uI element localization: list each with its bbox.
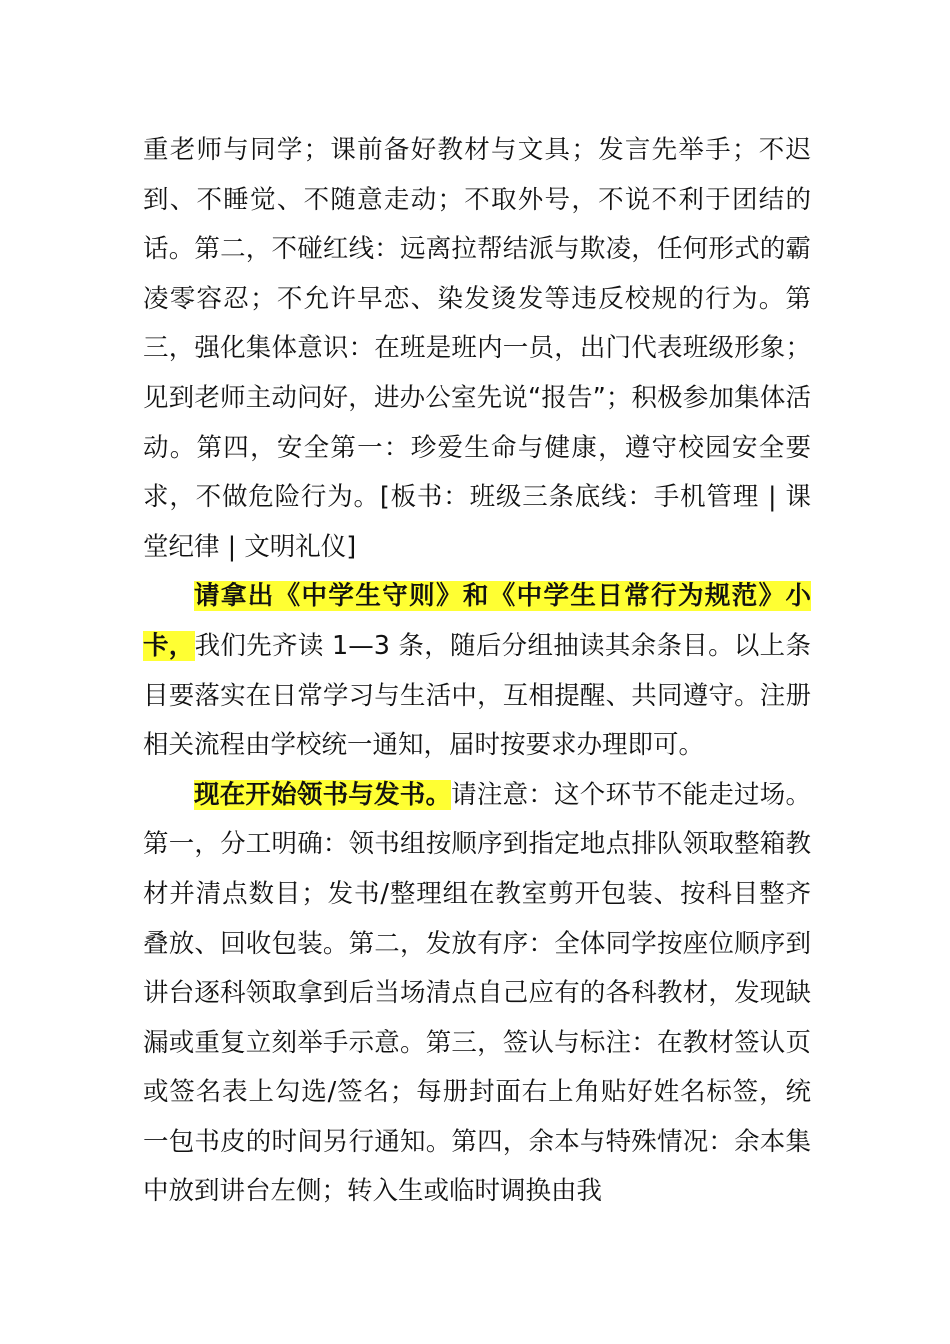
paragraph-1 [143, 126, 811, 572]
paragraph-1-text: 重老师与同学；课前备好教材与文具；发言先举手；不迟到、不睡觉、不随意走动；不取外号，不说不利于团结的话。第二，不碰红线：远离拉帮结派与欺凌，任何形式的霸凌零容忍；不允许早恋、染发烫发等违反校规的行为。第三，强化集体意识：在班是班内一员，出门代表班级形象；见到老师主动问好，进办公室先说“报告”；积极参加集体活动。第四，安全第一：珍爱生命与健康，遵守校园安全要求，不做危险行为。[板书：班级三条底线：手机管理 | 课堂纪律 | 文明礼仪] [143, 135, 811, 562]
paragraph-3-text: 请注意：这个环节不能走过场。第一，分工明确：领书组按顺序到指定地点排队领取整箱教材并清点数目；发书/整理组在教室剪开包装、按科目整齐叠放、回收包装。第二，发放有序：全体同学按座位顺序到讲台逐科领取拿到后当场清点自己应有的各科教材，发现缺漏或重复立刻举手示意。第三，签认与标注：在教材签认页或签名表上勾选/签名；每册封面右上角贴好姓名标签，统一包书皮的时间另行通知。第四，余本与特殊情况：余本集中放到讲台左侧；转入生或临时调换由我 [143, 779, 811, 1207]
paragraph-3 [143, 771, 811, 1217]
paragraph-2-highlight: 请拿出《中学生守则》和《中学生日常行为规范》小卡， [143, 581, 811, 661]
document-body [143, 126, 811, 1217]
paragraph-2 [143, 572, 811, 770]
paragraph-2-text: 我们先齐读 1—3 条，随后分组抽读其余条目。以上条目要落实在日常学习与生活中，互相提醒、共同遵守。注册相关流程由学校统一通知，届时按要求办理即可。 [143, 630, 811, 761]
paragraph-3-highlight: 现在开始领书与发书。 [194, 779, 452, 810]
